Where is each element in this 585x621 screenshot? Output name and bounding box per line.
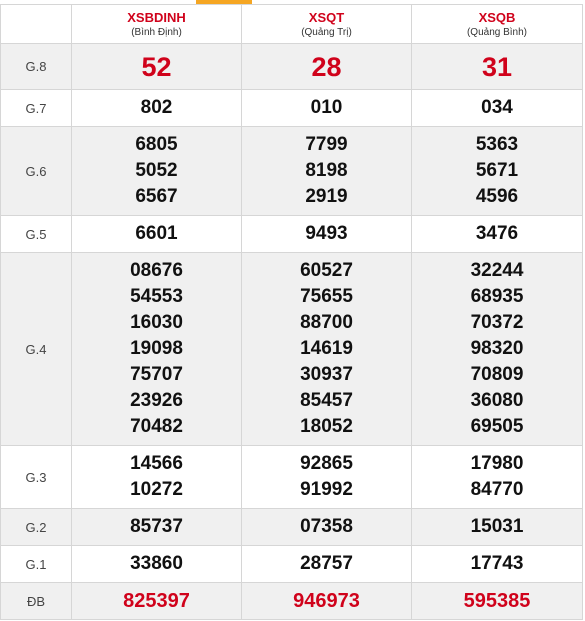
province-code-link[interactable]: XSBDINH [127, 9, 186, 25]
prize-label: G.8 [1, 44, 72, 90]
result-number: 33860 [130, 553, 183, 574]
prize-row-g5 [1, 216, 583, 253]
result-number: 3476 [475, 223, 519, 244]
prize-label: G.2 [1, 509, 72, 546]
result-cell [412, 90, 583, 127]
result-number: 8198 [305, 160, 348, 181]
prize-label: G.4 [1, 253, 72, 446]
result-number: 825397 [123, 590, 190, 612]
result-number: 14566 [130, 453, 183, 474]
result-number: 17743 [470, 553, 524, 574]
prize-label: G.1 [1, 546, 72, 583]
result-number: 595385 [463, 590, 531, 612]
result-cell [72, 44, 242, 90]
result-number: 60527 [300, 260, 353, 281]
result-cell [412, 509, 583, 546]
result-cell [412, 44, 583, 90]
result-cell [412, 546, 583, 583]
result-number: 75655 [300, 286, 353, 307]
result-number: 36080 [470, 390, 524, 411]
result-number: 19098 [130, 338, 183, 359]
result-number: 034 [481, 97, 513, 118]
province-code-link[interactable]: XSQB [478, 9, 516, 25]
prize-label: G.3 [1, 446, 72, 509]
header-corner-cell [1, 5, 72, 44]
result-cell [242, 216, 412, 253]
result-cell [242, 44, 412, 90]
prize-row-g3 [1, 446, 583, 509]
result-cell [242, 446, 412, 509]
province-name: (Bình Định) [131, 26, 182, 38]
prize-row-g7 [1, 90, 583, 127]
result-number: 15031 [470, 516, 524, 537]
prize-row-db [1, 583, 583, 620]
province-header-qbinh [412, 5, 583, 44]
prize-label: G.5 [1, 216, 72, 253]
result-number: 14619 [300, 338, 353, 359]
result-number: 70372 [470, 312, 524, 333]
result-cell [72, 216, 242, 253]
prize-row-g8 [1, 44, 583, 90]
result-number: 08676 [130, 260, 183, 281]
result-number: 010 [310, 97, 343, 118]
result-number: 9493 [305, 223, 348, 244]
result-cell [72, 546, 242, 583]
result-number: 5363 [475, 134, 519, 155]
province-code-link[interactable]: XSQT [308, 9, 345, 25]
result-number: 4596 [475, 186, 519, 207]
result-number: 92865 [300, 453, 353, 474]
result-cell [72, 509, 242, 546]
province-name: (Quảng Bình) [466, 26, 528, 38]
result-number: 2919 [305, 186, 348, 207]
result-number: 18052 [300, 416, 353, 437]
result-cell [72, 253, 242, 446]
prize-label: ĐB [1, 583, 72, 620]
result-number: 6567 [135, 186, 178, 207]
prize-label: G.7 [1, 90, 72, 127]
result-number: 10272 [130, 479, 183, 500]
result-cell [242, 583, 412, 620]
prize-rows [1, 44, 583, 620]
result-number: 32244 [470, 260, 524, 281]
result-cell [72, 446, 242, 509]
result-number: 5671 [475, 160, 519, 181]
header-row [1, 5, 583, 44]
result-number: 88700 [300, 312, 353, 333]
result-number: 84770 [470, 479, 524, 500]
province-header-bdinh [72, 5, 242, 44]
result-number: 70809 [470, 364, 524, 385]
prize-row-g4 [1, 253, 583, 446]
result-cell [412, 583, 583, 620]
result-number: 6601 [135, 223, 178, 244]
result-number: 68935 [470, 286, 524, 307]
result-cell [72, 583, 242, 620]
lottery-results-table [0, 4, 583, 620]
prize-row-g2 [1, 509, 583, 546]
result-number: 52 [141, 51, 172, 82]
result-cell [242, 127, 412, 216]
result-number: 6805 [135, 134, 178, 155]
result-number: 07358 [300, 516, 353, 537]
result-number: 30937 [300, 364, 353, 385]
result-cell [242, 546, 412, 583]
result-cell [72, 127, 242, 216]
result-number: 98320 [470, 338, 524, 359]
result-number: 70482 [130, 416, 183, 437]
prize-row-g6 [1, 127, 583, 216]
result-cell [412, 127, 583, 216]
result-number: 16030 [130, 312, 183, 333]
result-number: 7799 [305, 134, 348, 155]
result-cell [242, 253, 412, 446]
prize-label: G.6 [1, 127, 72, 216]
result-number: 17980 [470, 453, 524, 474]
result-number: 23926 [130, 390, 183, 411]
result-number: 85737 [130, 516, 183, 537]
result-number: 31 [481, 51, 513, 82]
result-cell [412, 446, 583, 509]
result-number: 5052 [135, 160, 178, 181]
result-number: 69505 [470, 416, 524, 437]
result-number: 28757 [300, 553, 353, 574]
result-cell [412, 253, 583, 446]
result-cell [72, 90, 242, 127]
result-number: 85457 [300, 390, 353, 411]
result-cell [242, 509, 412, 546]
result-number: 54553 [130, 286, 183, 307]
province-name: (Quảng Trị) [301, 26, 352, 38]
province-header-qtri [242, 5, 412, 44]
result-cell [242, 90, 412, 127]
result-number: 91992 [300, 479, 353, 500]
result-number: 802 [140, 97, 173, 118]
result-number: 946973 [293, 590, 360, 612]
result-number: 75707 [130, 364, 183, 385]
result-number: 28 [311, 51, 342, 82]
prize-row-g1 [1, 546, 583, 583]
result-cell [412, 216, 583, 253]
